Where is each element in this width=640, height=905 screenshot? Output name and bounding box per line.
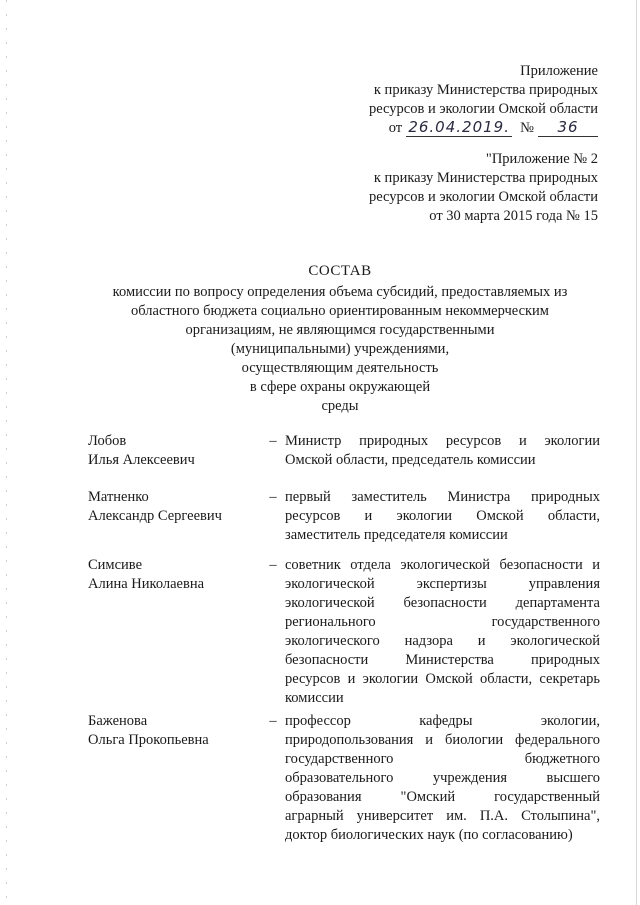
position-line: безопасности Министерства природных <box>285 652 600 668</box>
member-position <box>285 556 600 708</box>
member-position <box>285 432 600 470</box>
appendix-2-line-4: от 30 марта 2015 года № 15 <box>429 208 598 224</box>
appendix-line-2: ресурсов и экологии Омской области <box>369 101 598 117</box>
position-line: советник отдела экологической безопасности и <box>285 557 600 573</box>
position-line: экологической безопасности департамента <box>285 595 600 611</box>
appendix-title: Приложение <box>520 63 598 79</box>
position-line: первый заместитель Министра природных <box>285 489 600 505</box>
appendix-header <box>298 62 598 138</box>
position-line: образовательного учреждения высшего <box>285 770 600 786</box>
handwritten-date: 26.04.2019. <box>406 119 512 137</box>
heading-line: осуществляющим деятельность <box>241 360 439 376</box>
document-title: СОСТАВ <box>308 263 372 279</box>
appendix-dateline <box>298 119 598 138</box>
handwritten-number: 36 <box>538 119 598 137</box>
appendix-2-line-2: к приказу Министерства природных <box>373 170 598 186</box>
position-line: природопользования и биологии федерального <box>285 732 600 748</box>
position-line: экологического надзора и экологической <box>285 633 600 649</box>
position-line: доктор биологических наук (по согласованию) <box>285 827 573 843</box>
dash-separator: – <box>269 489 277 505</box>
heading-line: областного бюджета социально ориентированным некоммерческим <box>131 303 549 319</box>
member-name <box>88 556 258 594</box>
heading-line: комиссии по вопросу определения объема субсидий, предоставляемых из <box>112 284 568 300</box>
position-line: комиссии <box>285 690 344 706</box>
member-surname: Лобов <box>88 433 127 449</box>
position-line: образования "Омский государственный <box>285 789 600 805</box>
heading-line: в сфере охраны окружающей <box>249 379 431 395</box>
dash-separator: – <box>269 557 277 573</box>
member-given-names: Ольга Прокопьевна <box>88 732 209 748</box>
position-line: аграрный университет им. П.А. Столыпина", <box>285 808 600 824</box>
position-line: Омской области, председатель комиссии <box>285 452 536 468</box>
position-line: профессор кафедры экологии, <box>285 713 600 729</box>
position-line: ресурсов и экологии Омской области, секретарь <box>285 671 600 687</box>
member-given-names: Алина Николаевна <box>88 576 205 592</box>
appendix-line-1: к приказу Министерства природных <box>373 82 598 98</box>
member-given-names: Илья Алексеевич <box>88 452 195 468</box>
heading-line: (муниципальными) учреждениями, <box>230 341 450 357</box>
member-name <box>88 432 258 470</box>
member-name <box>88 488 258 526</box>
appendix-2-line-1: "Приложение № 2 <box>485 151 598 167</box>
member-name <box>88 712 258 750</box>
member-given-names: Александр Сергеевич <box>88 508 222 524</box>
member-surname: Симсиве <box>88 557 142 573</box>
document-heading <box>90 262 590 416</box>
member-position <box>285 488 600 545</box>
position-line: ресурсов и экологии Омской области, <box>285 508 600 524</box>
number-sign: № <box>520 120 534 136</box>
dash-separator: – <box>269 713 277 729</box>
appendix-2-header <box>298 150 598 226</box>
appendix-2-line-3: ресурсов и экологии Омской области <box>369 189 598 205</box>
member-position <box>285 712 600 845</box>
position-line: экологической экспертизы управления <box>285 576 600 592</box>
member-surname: Баженова <box>88 713 148 729</box>
position-line: регионального государственного <box>285 614 600 630</box>
dash-separator: – <box>269 433 277 449</box>
position-line: заместитель председателя комиссии <box>285 527 508 543</box>
position-line: Министр природных ресурсов и экологии <box>285 433 600 449</box>
scan-edge-right <box>636 0 637 905</box>
position-line: государственного бюджетного <box>285 751 600 767</box>
heading-line: организациям, не являющимся государственными <box>185 322 495 338</box>
member-surname: Матненко <box>88 489 149 505</box>
date-prefix: от <box>388 120 403 136</box>
heading-line: среды <box>321 398 359 414</box>
scan-edge-left <box>6 0 7 905</box>
